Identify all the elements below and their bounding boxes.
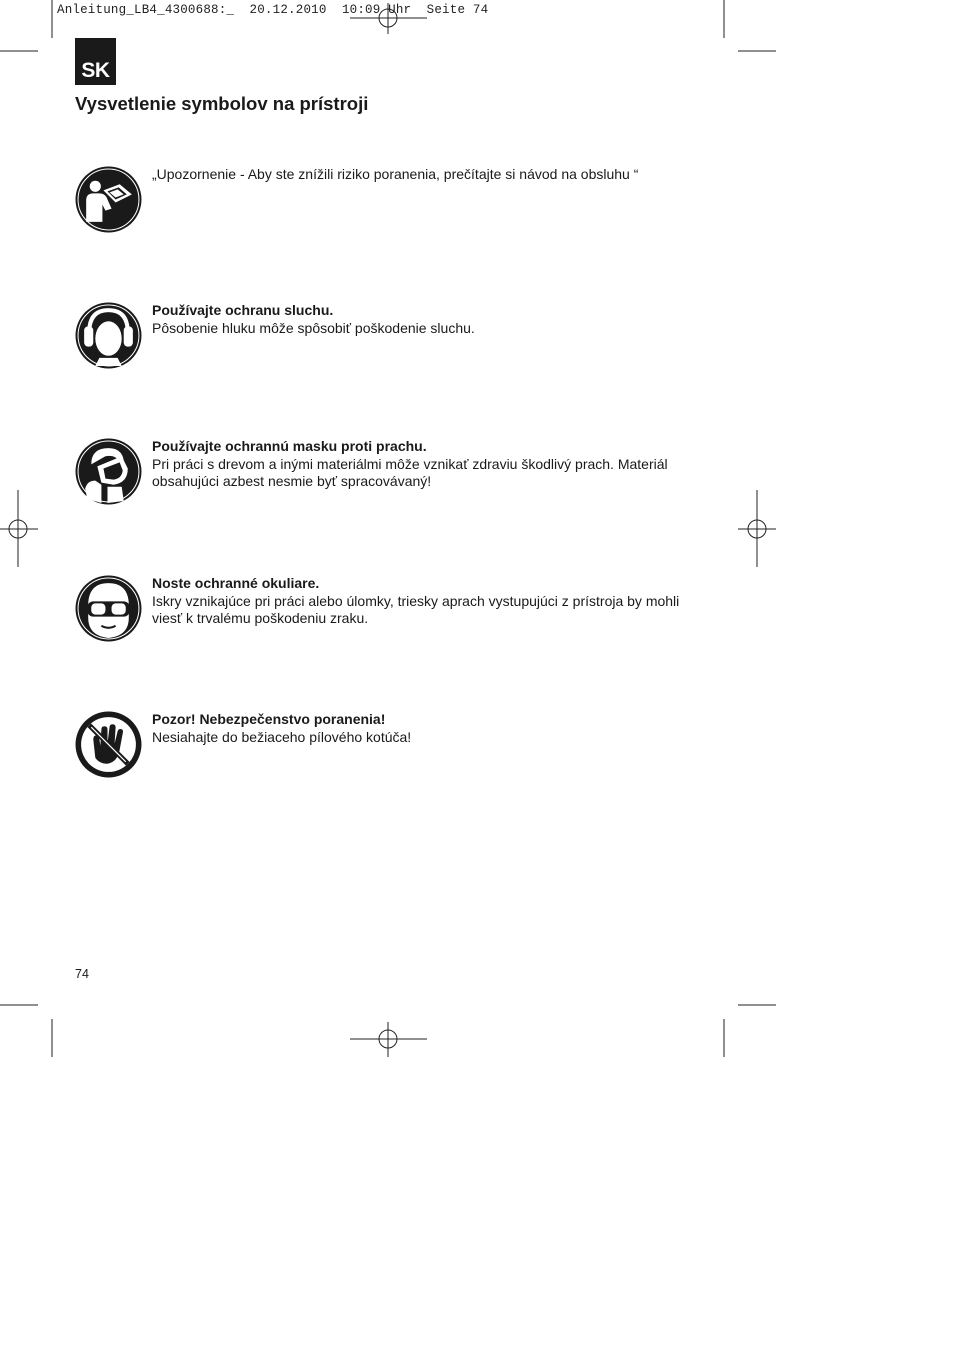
dust-mask-icon bbox=[75, 438, 142, 505]
hearing-protection-icon bbox=[75, 302, 142, 369]
symbol-heading: Používajte ochrannú masku proti prachu. bbox=[152, 438, 427, 454]
symbol-description: Pri práci s drevom a inými materiálmi môže vznikať zdraviu škodlivý prach. Materiál obsahujúci azbest nesmie byť spracovávaný! bbox=[152, 455, 668, 489]
language-badge: SK bbox=[75, 38, 116, 85]
symbol-description: Pôsobenie hluku môže spôsobiť poškodenie sluchu. bbox=[152, 319, 475, 336]
print-slug-line: Anleitung_LB4_4300688:_ 20.12.2010 10:09 Uhr Seite 74 bbox=[57, 3, 489, 17]
symbol-heading: Pozor! Nebezpečenstvo poranenia! bbox=[152, 711, 386, 727]
registration-mark-left bbox=[0, 490, 38, 567]
symbol-description: Iskry vznikajúce pri práci alebo úlomky, triesky aprach vystupujúci z prístroja by mohli viesť k trvalému poškodeniu zraku. bbox=[152, 592, 680, 626]
safety-goggles-icon bbox=[75, 575, 142, 642]
symbol-heading: Noste ochranné okuliare. bbox=[152, 575, 320, 591]
symbol-heading: Používajte ochranu sluchu. bbox=[152, 302, 334, 318]
page-number: 74 bbox=[75, 967, 89, 981]
symbol-description: Nesiahajte do bežiaceho pílového kotúča! bbox=[152, 728, 412, 745]
registration-mark-right bbox=[738, 490, 776, 567]
registration-mark-bottom bbox=[350, 1022, 427, 1057]
page-title: Vysvetlenie symbolov na prístroji bbox=[75, 93, 369, 114]
no-hand-contact-icon bbox=[75, 711, 142, 778]
registration-mark-top bbox=[350, 3, 427, 34]
read-manual-icon bbox=[75, 166, 142, 233]
symbol-description: „Upozornenie - Aby ste znížili riziko poranenia, prečítajte si návod na obsluhu “ bbox=[152, 166, 639, 182]
